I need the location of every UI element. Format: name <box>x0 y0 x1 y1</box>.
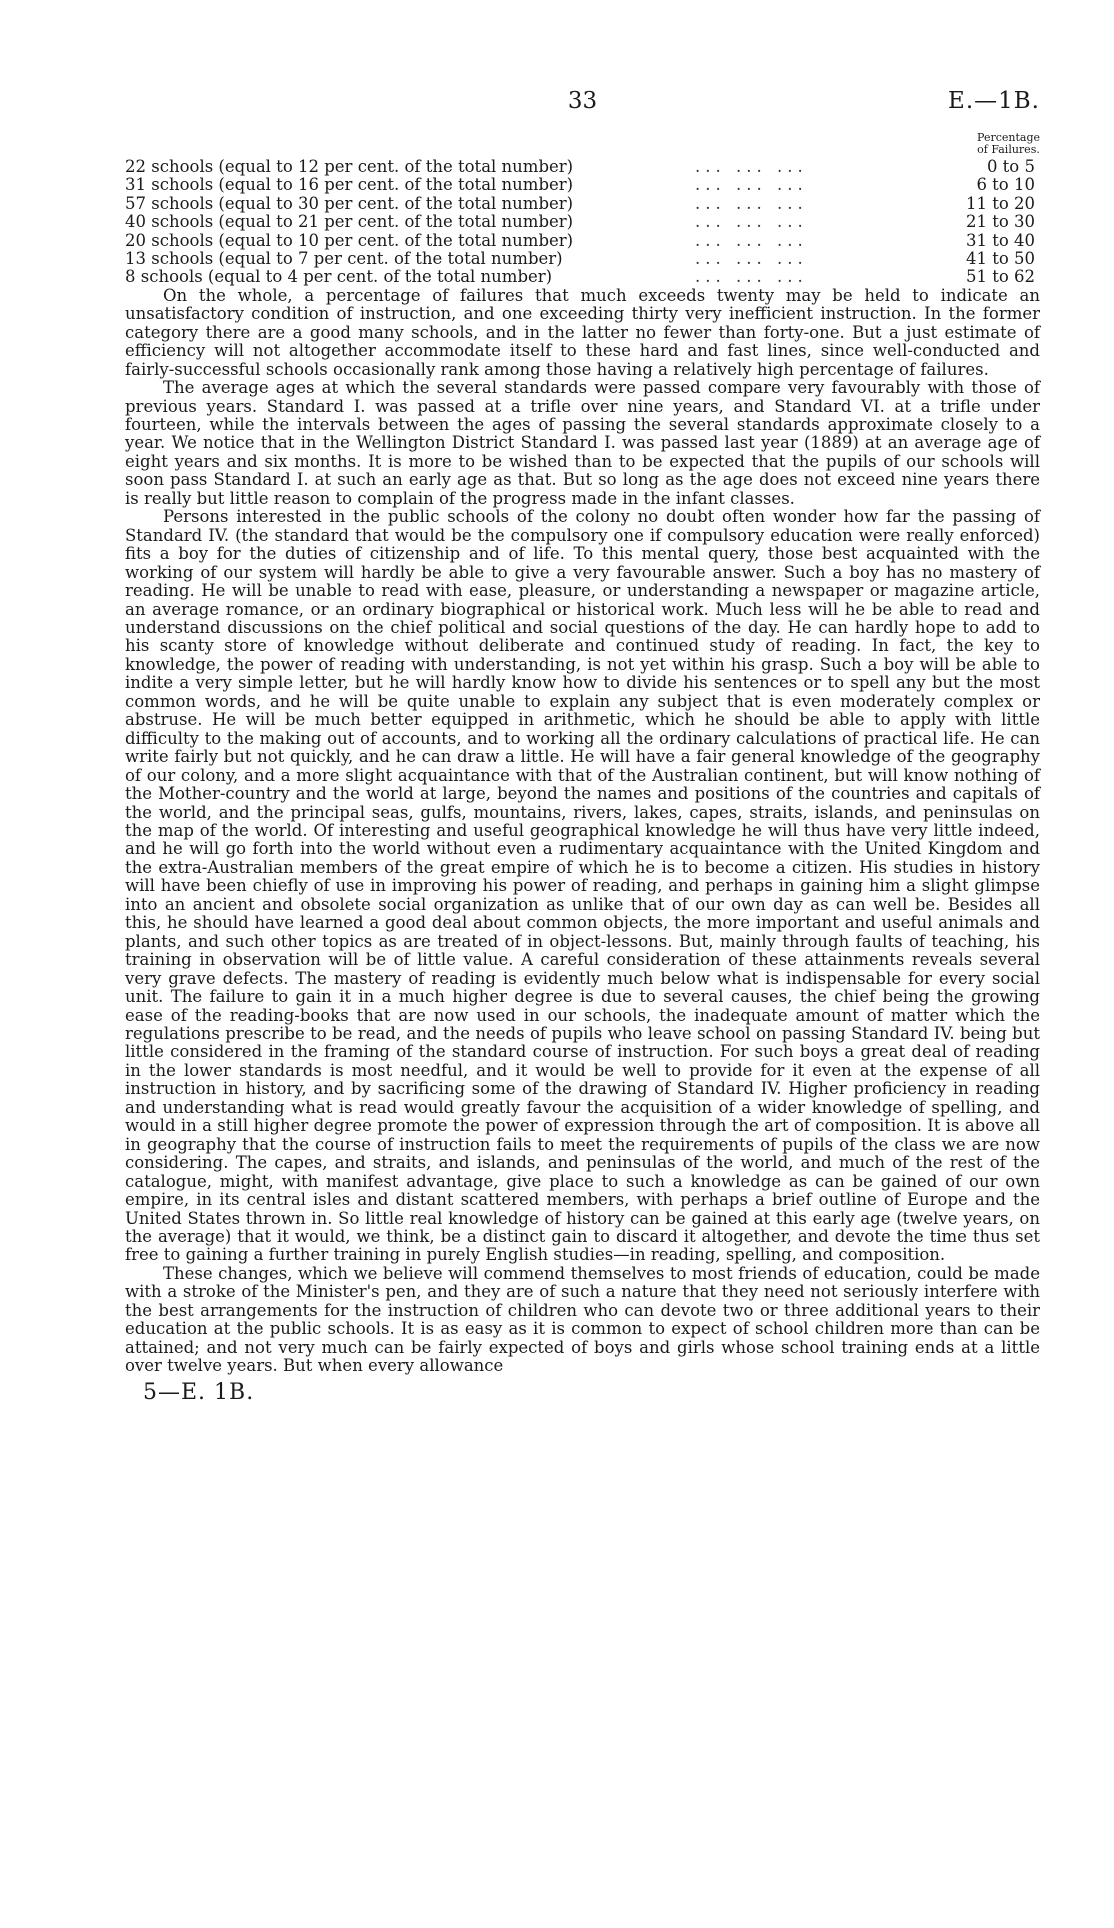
table-body <box>125 158 1040 287</box>
paragraph: These changes, which we believe will commend themselves to most friends of education, could be made with a stroke of the Minister's pen, and they are of such a nature that they need not seriously interfere with the best arrangements for the instruction of children who can devote two or three additional years to their education at the public schools. It is as easy as it is common to expect of school children more than can be attained; and not very much can be fairly expected of boys and girls whose school training ends at a little over twelve years. But when every allowance <box>125 1263 1040 1376</box>
row-leader-dots: ... ... ... <box>695 157 808 176</box>
row-failure-range: 51 to 62 <box>965 267 1035 287</box>
row-failure-range: 0 to 5 <box>986 157 1035 176</box>
document-page <box>125 88 1040 1405</box>
row-failure-range: 6 to 10 <box>976 175 1035 195</box>
row-description: 20 schools (equal to 10 per cent. of the total number) <box>125 230 574 250</box>
row-leader-dots: ... ... ... <box>695 193 808 213</box>
row-failure-range: 11 to 20 <box>965 193 1035 213</box>
failures-table <box>125 132 1040 287</box>
page-number: 33 <box>567 88 598 114</box>
row-description: 22 schools (equal to 12 per cent. of the total number) <box>125 157 574 176</box>
table-row <box>125 250 1040 268</box>
table-row <box>125 176 1040 194</box>
paragraph: The average ages at which the several standards were passed compare very favourably with those of previous years. Standard I. was passed at a trifle over nine years, and Standard VI. at a trifle under fourteen, while the intervals between the ages of passing the several standards approximate closely to a year. We notice that in the Wellington District Standard I. was passed last year (1889) at an average age of eight years and six months. It is more to be wished than to be expected that the pupils of our schools will soon pass Standard I. at such an early age as that. But so long as the age does not exceed nine years there is really but little reason to complain of the progress made in the infant classes. <box>125 378 1040 508</box>
column-heading <box>125 132 1046 156</box>
row-leader-dots: ... ... ... <box>695 267 808 287</box>
page-header <box>125 88 1040 128</box>
document-reference: E.—1B. <box>948 88 1040 114</box>
row-description: 40 schools (equal to 21 per cent. of the total number) <box>125 212 574 232</box>
table-row <box>125 232 1040 250</box>
row-leader-dots: ... ... ... <box>695 249 808 269</box>
paragraph: Persons interested in the public schools of the colony no doubt often wonder how far the passing of Standard IV. (the standard that would be the compulsory one if compulsory education were really enforced) fits a boy for the duties of citizenship and of life. To this mental query, those best acquainted with the working of our system will hardly be able to give a very favourable answer. Such a boy has no mastery of reading. He will be unable to read with ease, pleasure, or understanding a newspaper or magazine article, an average romance, or an ordinary biographical or historical work. Much less will he be able to read and understand discussions on the chief political and social questions of the day. He can hardly hope to add to his scanty store of knowledge without deliberate and continued study of reading. In fact, the key to knowledge, the power of reading with understanding, is not yet within his grasp. Such a boy will be able to indite a very simple letter, but he will hardly know how to divide his sentences or to spell any but the most common words, and he will be quite unable to explain any subject that is even moderately complex or abstruse. He will be much better equipped in arithmetic, which he should be able to apply with little difficulty to the making out of accounts, and to working all the ordinary calculations of practical life. He can write fairly but not quickly, and he can draw a little. He will have a fair general knowledge of the geography of our colony, and a more slight acquaintance with that of the Australian continent, but will know nothing of the Mother-country and the world at large, beyond the names and positions of the countries and capitals of the world, and the principal seas, gulfs, mountains, rivers, lakes, capes, straits, islands, and peninsulas on the map of the world. Of interesting and useful geographical knowledge he will thus have very little indeed, and he will go forth into the world without even a rudimentary acquaintance with the United Kingdom and the extra-Australian members of the great empire of which he is to become a citizen. His studies in history will have been chiefly of use in improving his power of reading, and perhaps in gaining him a slight glimpse into an ancient and obsolete social organization as unlike that of our own day as can well be. Besides all this, he should have learned a good deal about common objects, the more important and useful animals and plants, and such other topics as are treated of in object-lessons. But, mainly through faults of teaching, his training in observation will be of little value. A careful consideration of these attainments reveals several very grave defects. The mastery of reading is evidently much below what is indispensable for every social unit. The failure to gain it in a much higher degree is due to several causes, the chief being the growing ease of the reading-books that are now used in our schools, the inadequate amount of matter which the regulations prescribe to be read, and the needs of pupils who leave school on passing Standard IV. being but little considered in the framing of the standard course of instruction. For such boys a great deal of reading in the lower standards is most needful, and it would be well to provide for it even at the expense of all instruction in history, and by sacrificing some of the drawing of Standard IV. Higher proficiency in reading and understanding what is read would greatly favour the acquisition of a wider knowledge of spelling, and would in a still higher degree promote the power of expression through the art of composition. It is above all in geography that the course of instruction fails to meet the requirements of pupils of the class we are now considering. The capes, and straits, and islands, and peninsulas of the world, and much of the rest of the catalogue, might, with manifest advantage, give place to such a knowledge as can be gained of our own empire, in its central isles and distant scattered members, with perhaps a brief outline of Europe and the United States thrown in. So little real knowledge of history can be gained at this early age (twelve years, on the average) that it would, we think, be a distinct gain to discard it altogether, and devote the time thus set free to gaining a further training in purely English studies—in reading, spelling, and composition. <box>125 507 1040 1265</box>
column-heading-line1: Percentage <box>977 131 1040 144</box>
table-row <box>125 195 1040 213</box>
paragraph: On the whole, a percentage of failures that much exceeds twenty may be held to indicate an unsatisfactory condition of instruction, and one exceeding thirty very inefficient instruction. In the former category there are a good many schools, and in the latter no fewer than forty-one. But a just estimate of efficiency will not altogether accommodate itself to these hard and fast lines, since well-conducted and fairly-successful schools occasionally rank among those having a relatively high percentage of failures. <box>125 285 1040 379</box>
body-text <box>125 287 1040 1376</box>
row-description: 57 schools (equal to 30 per cent. of the total number) <box>125 193 574 213</box>
row-failure-range: 21 to 30 <box>965 212 1035 232</box>
signature-mark: 5—E. 1B. <box>143 1379 255 1405</box>
row-leader-dots: ... ... ... <box>695 212 808 232</box>
row-description: 13 schools (equal to 7 per cent. of the total number) <box>125 249 563 269</box>
row-leader-dots: ... ... ... <box>695 230 808 250</box>
table-row <box>125 158 1040 176</box>
column-heading-line2: of Failures. <box>977 143 1040 156</box>
row-failure-range: 31 to 40 <box>965 230 1035 250</box>
row-failure-range: 41 to 50 <box>965 249 1035 269</box>
row-description: 31 schools (equal to 16 per cent. of the total number) <box>125 175 574 195</box>
row-leader-dots: ... ... ... <box>695 175 808 195</box>
row-description: 8 schools (equal to 4 per cent. of the total number) <box>125 267 553 287</box>
table-row <box>125 213 1040 231</box>
table-row <box>125 268 1040 286</box>
